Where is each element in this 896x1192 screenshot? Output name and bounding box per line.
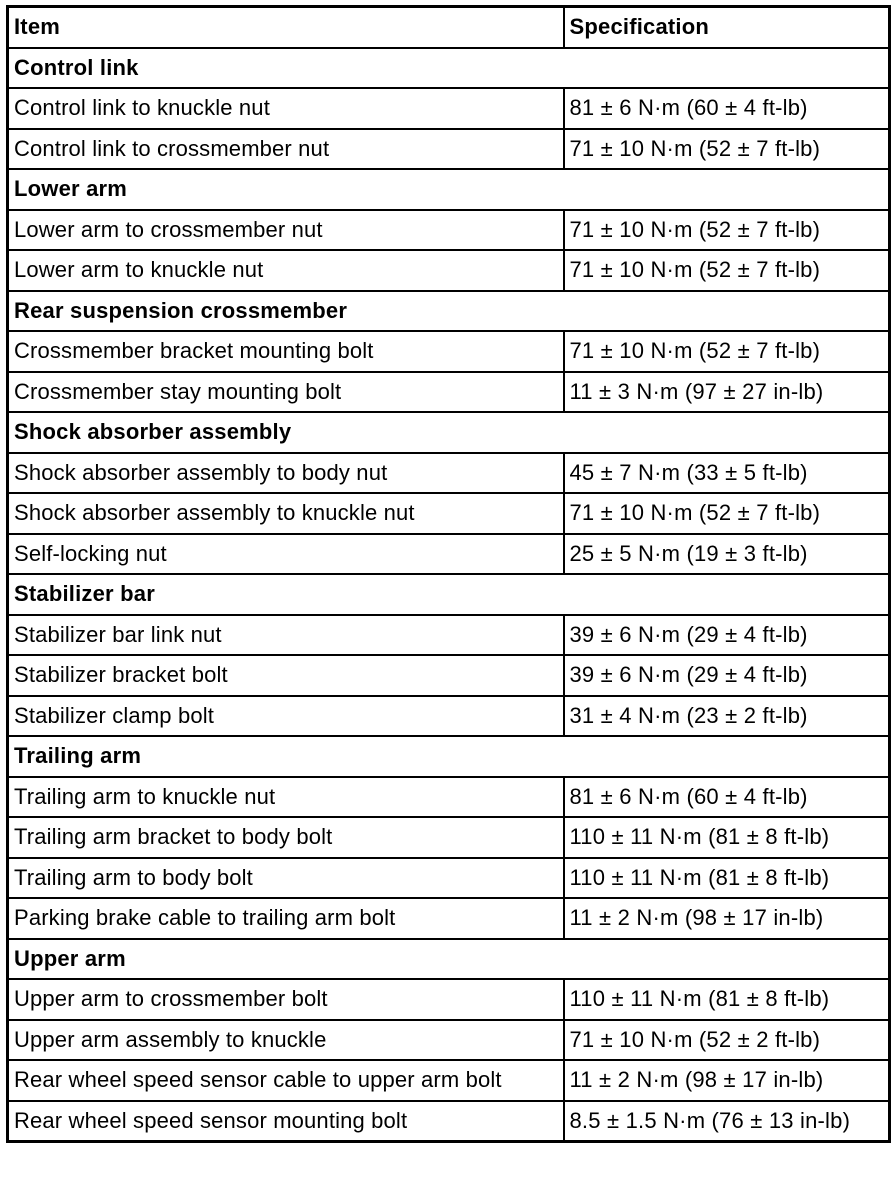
table-row [8, 696, 890, 737]
table-row [8, 493, 890, 534]
item-cell: Control link to knuckle nut [8, 88, 564, 129]
item-column-header: Item [8, 7, 564, 48]
item-cell: Trailing arm bracket to body bolt [8, 817, 564, 858]
section-title: Trailing arm [8, 736, 890, 777]
item-cell: Stabilizer clamp bolt [8, 696, 564, 737]
item-cell: Upper arm to crossmember bolt [8, 979, 564, 1020]
item-cell: Control link to crossmember nut [8, 129, 564, 170]
specification-cell: 71 ± 10 N·m (52 ± 7 ft-lb) [564, 129, 890, 170]
section-row [8, 939, 890, 980]
specification-cell: 11 ± 2 N·m (98 ± 17 in-lb) [564, 898, 890, 939]
table-row [8, 534, 890, 575]
section-row [8, 412, 890, 453]
specification-cell: 11 ± 2 N·m (98 ± 17 in-lb) [564, 1060, 890, 1101]
torque-spec-table [6, 5, 891, 1143]
item-cell: Lower arm to crossmember nut [8, 210, 564, 251]
section-title: Upper arm [8, 939, 890, 980]
specification-cell: 39 ± 6 N·m (29 ± 4 ft-lb) [564, 615, 890, 656]
item-cell: Trailing arm to knuckle nut [8, 777, 564, 818]
item-cell: Upper arm assembly to knuckle [8, 1020, 564, 1061]
section-title: Stabilizer bar [8, 574, 890, 615]
specification-cell: 81 ± 6 N·m (60 ± 4 ft-lb) [564, 88, 890, 129]
table-row [8, 88, 890, 129]
item-cell: Shock absorber assembly to body nut [8, 453, 564, 494]
specification-cell: 71 ± 10 N·m (52 ± 7 ft-lb) [564, 210, 890, 251]
section-row [8, 574, 890, 615]
item-cell: Parking brake cable to trailing arm bolt [8, 898, 564, 939]
item-cell: Lower arm to knuckle nut [8, 250, 564, 291]
specification-cell: 71 ± 10 N·m (52 ± 7 ft-lb) [564, 493, 890, 534]
section-row [8, 736, 890, 777]
table-row [8, 250, 890, 291]
specification-cell: 71 ± 10 N·m (52 ± 7 ft-lb) [564, 250, 890, 291]
table-row [8, 655, 890, 696]
specification-cell: 25 ± 5 N·m (19 ± 3 ft-lb) [564, 534, 890, 575]
table-row [8, 898, 890, 939]
table-row [8, 979, 890, 1020]
specification-cell: 110 ± 11 N·m (81 ± 8 ft-lb) [564, 858, 890, 899]
table-row [8, 1020, 890, 1061]
table-row [8, 615, 890, 656]
section-row [8, 48, 890, 89]
table-row [8, 453, 890, 494]
section-row [8, 291, 890, 332]
specification-cell: 71 ± 10 N·m (52 ± 7 ft-lb) [564, 331, 890, 372]
table-row [8, 331, 890, 372]
specification-cell: 11 ± 3 N·m (97 ± 27 in-lb) [564, 372, 890, 413]
item-cell: Stabilizer bracket bolt [8, 655, 564, 696]
section-row [8, 169, 890, 210]
table-row [8, 858, 890, 899]
specification-column-header: Specification [564, 7, 890, 48]
item-cell: Crossmember stay mounting bolt [8, 372, 564, 413]
section-title: Rear suspension crossmember [8, 291, 890, 332]
table-row [8, 210, 890, 251]
item-cell: Stabilizer bar link nut [8, 615, 564, 656]
item-cell: Shock absorber assembly to knuckle nut [8, 493, 564, 534]
specification-cell: 31 ± 4 N·m (23 ± 2 ft-lb) [564, 696, 890, 737]
item-cell: Rear wheel speed sensor cable to upper arm bolt [8, 1060, 564, 1101]
table-row [8, 1101, 890, 1142]
specification-cell: 45 ± 7 N·m (33 ± 5 ft-lb) [564, 453, 890, 494]
specification-cell: 110 ± 11 N·m (81 ± 8 ft-lb) [564, 979, 890, 1020]
table-header-row [8, 7, 890, 48]
section-title: Shock absorber assembly [8, 412, 890, 453]
item-cell: Trailing arm to body bolt [8, 858, 564, 899]
section-title: Lower arm [8, 169, 890, 210]
specification-cell: 71 ± 10 N·m (52 ± 2 ft-lb) [564, 1020, 890, 1061]
table-row [8, 372, 890, 413]
specification-cell: 39 ± 6 N·m (29 ± 4 ft-lb) [564, 655, 890, 696]
specification-cell: 8.5 ± 1.5 N·m (76 ± 13 in-lb) [564, 1101, 890, 1142]
item-cell: Rear wheel speed sensor mounting bolt [8, 1101, 564, 1142]
table-row [8, 817, 890, 858]
item-cell: Crossmember bracket mounting bolt [8, 331, 564, 372]
table-row [8, 129, 890, 170]
table-row [8, 1060, 890, 1101]
table-row [8, 777, 890, 818]
section-title: Control link [8, 48, 890, 89]
specification-cell: 110 ± 11 N·m (81 ± 8 ft-lb) [564, 817, 890, 858]
table-body [8, 48, 890, 1142]
item-cell: Self-locking nut [8, 534, 564, 575]
specification-cell: 81 ± 6 N·m (60 ± 4 ft-lb) [564, 777, 890, 818]
